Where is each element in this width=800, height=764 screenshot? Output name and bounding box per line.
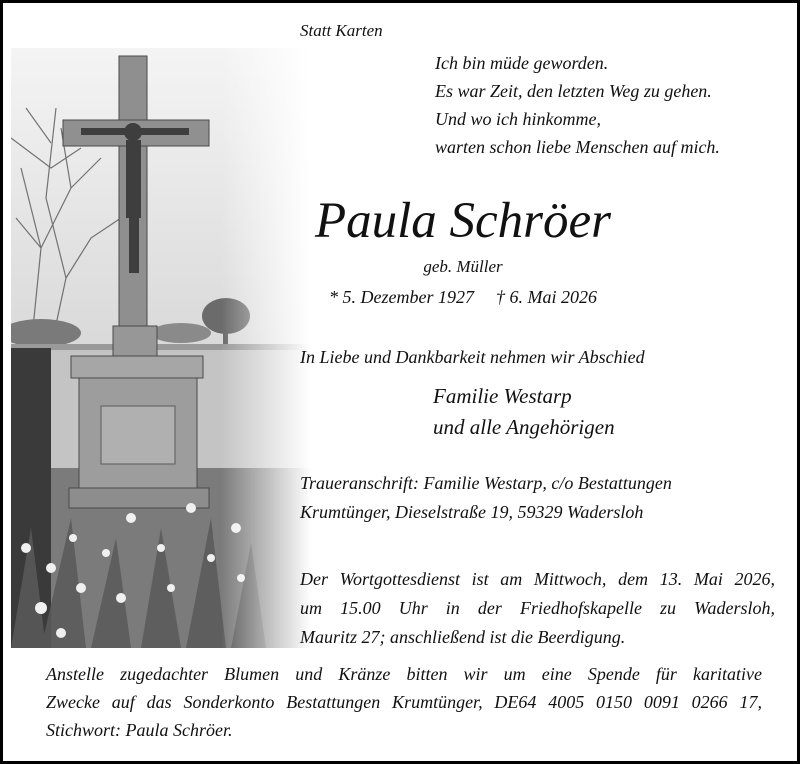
life-dates <box>243 287 683 308</box>
death-date: † 6. Mai 2026 <box>495 287 597 307</box>
header-label: Statt Karten <box>300 21 383 40</box>
service-line: um 15.00 Uhr in der Friedhofskapelle zu Wadersloh, <box>300 598 775 618</box>
birth-date: * 5. Dezember 1927 <box>329 287 474 307</box>
farewell-text: In Liebe und Dankbarkeit nehmen wir Abschied <box>300 347 645 367</box>
service-line: Der Wortgottesdienst ist am Mittwoch, dem 13. Mai 2026, <box>300 569 775 589</box>
donation-request <box>46 660 762 744</box>
service-info <box>300 565 775 652</box>
deceased-name: Paula Schröer <box>314 193 612 249</box>
verse-line: Ich bin müde geworden. <box>435 53 609 73</box>
donation-line: Stichwort: Paula Schröer. <box>46 720 233 740</box>
address-line: Traueranschrift: Familie Westarp, c/o Bestattungen <box>300 473 672 493</box>
family-line: und alle Angehörigen <box>433 415 615 439</box>
birth-name: geb. Müller <box>423 257 503 276</box>
verse <box>435 49 720 161</box>
verse-line: warten schon liebe Menschen auf mich. <box>435 137 720 157</box>
family-signature <box>433 381 615 443</box>
donation-line: Zwecke auf das Sonderkonto Bestattungen Krumtünger, DE64 4005 0150 0091 0266 17, <box>46 692 762 712</box>
verse-line: Und wo ich hinkomme, <box>435 109 601 129</box>
family-line: Familie Westarp <box>433 384 572 408</box>
verse-line: Es war Zeit, den letzten Weg zu gehen. <box>435 81 712 101</box>
mourning-address <box>300 469 672 527</box>
service-line: Mauritz 27; anschließend ist die Beerdigung. <box>300 627 626 647</box>
wayside-cross-photo <box>11 48 311 648</box>
donation-line: Anstelle zugedachter Blumen und Kränze bitten wir um eine Spende für karitative <box>46 664 762 684</box>
address-line: Krumtünger, Dieselstraße 19, 59329 Wadersloh <box>300 502 644 522</box>
